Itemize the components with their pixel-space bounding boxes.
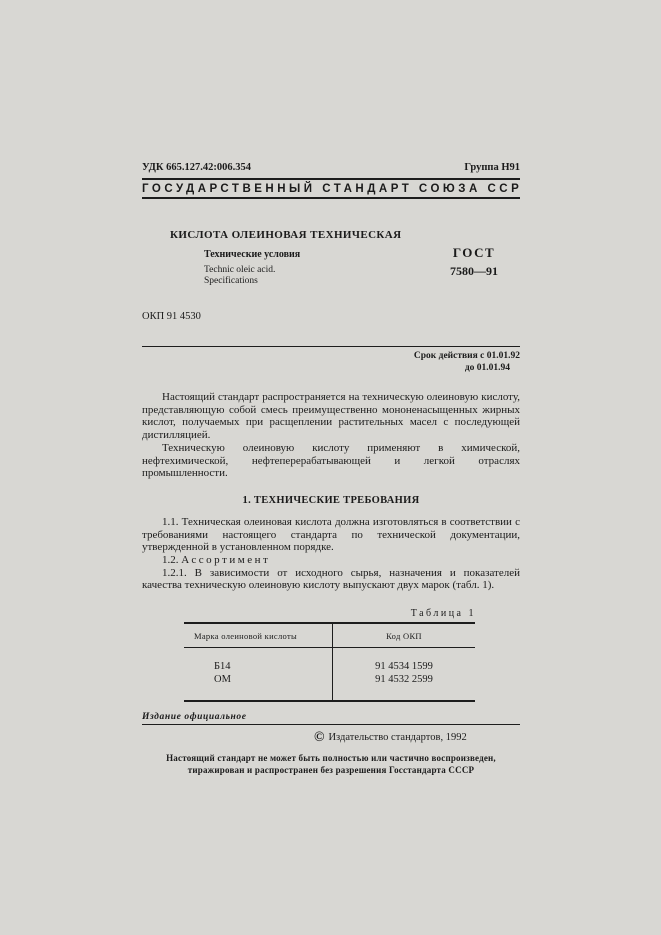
group-code: Группа Н91	[464, 162, 520, 173]
gost-label: ГОСТ	[452, 245, 496, 260]
classification-row	[142, 162, 520, 173]
horizontal-rule-banner	[142, 197, 520, 199]
code-cell: 91 4532 2599	[375, 674, 433, 686]
notice-line2: тиражирован и распространен без разрешения Госстандарта СССР	[187, 764, 475, 775]
clause-number: 1.2.	[162, 554, 179, 567]
column-header-okp: Код ОКП	[333, 623, 476, 648]
subtitle-en-line2: Specifications	[204, 276, 258, 286]
okp-code: ОКП 91 4530	[142, 311, 201, 322]
section-heading-requirements: 1. ТЕХНИЧЕСКИЕ ТРЕБОВАНИЯ	[242, 494, 420, 506]
horizontal-rule-footer	[142, 724, 520, 725]
udk-code: УДК 665.127.42:006.354	[142, 162, 251, 173]
page-content	[142, 162, 523, 776]
table-header-row	[184, 623, 475, 648]
edition-note: Издание официальное	[142, 712, 247, 723]
marks-table	[184, 622, 475, 702]
gost-designation	[428, 245, 520, 287]
copyright-icon: ©	[314, 730, 325, 746]
document-subtitle-en	[204, 265, 401, 287]
code-cell: 91 4534 1599	[375, 661, 433, 673]
paragraph-scope: Настоящий стандарт распространяется на техническую олеиновую кислоту, представляющую собой смесь преимущественно мононенасыщенных жирных кислот, получаемых при расщеплении растительных масел с последующей дистилляцией.	[142, 391, 520, 442]
clause-term: Ассортимент	[181, 554, 271, 567]
gost-number: 7580—91	[450, 264, 498, 278]
paragraph-1-2	[142, 554, 520, 567]
paragraph-1-2-1: 1.2.1. В зависимости от исходного сырья, назначения и показателей качества техническую олеиновую кислоту выпускают двух марок (табл. 1).	[142, 566, 520, 592]
paragraph-application: Техническую олеиновую кислоту применяют в химической, нефтехимической, нефтеперерабатывающей и легкой отраслях промышленности.	[142, 441, 520, 480]
validity-to: до 01.01.94	[464, 362, 510, 373]
title-block	[142, 229, 520, 287]
subtitle-en-line1: Technic oleic acid.	[204, 265, 276, 275]
reproduction-notice	[142, 753, 520, 776]
table-row	[184, 648, 475, 674]
validity-from: Срок действия с 01.01.92	[413, 351, 520, 361]
table-row	[184, 673, 475, 701]
column-header-mark: Марка олеиновой кислоты	[184, 623, 333, 648]
paragraph-1-1: 1.1. Техническая олеиновая кислота должна изготовляться в соответствии с требованиями настоящего стандарта по технической документации, утвержденной в установленном порядке.	[142, 515, 520, 554]
publisher-text: Издательство стандартов, 1992	[328, 732, 467, 744]
mark-cell: ОМ	[184, 673, 333, 701]
document-subtitle: Технические условия	[204, 249, 301, 260]
document-title: КИСЛОТА ОЛЕИНОВАЯ ТЕХНИЧЕСКАЯ	[170, 229, 402, 241]
table-caption: Таблица 1	[410, 608, 476, 620]
mark-cell: Б14	[184, 648, 333, 674]
copyright-line	[314, 730, 520, 746]
title-column	[142, 229, 401, 287]
gost-banner: ГОСУДАРСТВЕННЫЙ СТАНДАРТ СОЮЗА ССР	[142, 183, 523, 195]
validity-dates	[142, 351, 520, 374]
horizontal-rule-validity	[142, 346, 520, 347]
notice-line1: Настоящий стандарт не может быть полностью или частично воспроизведен,	[166, 753, 496, 764]
